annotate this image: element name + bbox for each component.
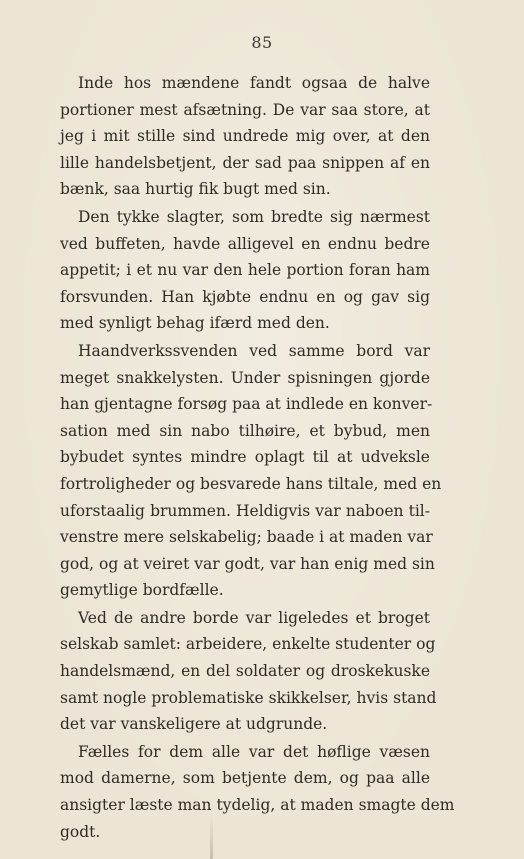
text-line: selskab samlet: arbeidere, enkelte studenter og: [60, 635, 436, 654]
text-line: god, og at veiret var godt, var han enig med sin: [60, 554, 435, 573]
page-number: 85: [251, 33, 273, 52]
text-line: Ved de andre borde var ligeledes et broget: [78, 608, 430, 627]
text-line: Haandverkssvenden ved samme bord var: [78, 341, 430, 360]
text-line: uforstaalig brummen. Heldigvis var naboen til-: [60, 501, 430, 520]
text-line: han gjentagne forsøg paa at indlede en konver-: [60, 395, 433, 414]
paragraph-5: [60, 739, 455, 845]
page-crease: [210, 815, 213, 859]
text-line: med synligt behag ifærd med den.: [60, 314, 330, 333]
text-line: venstre mere selskabelig; baade i at maden var: [60, 528, 433, 547]
text-line: ved buffeten, havde alligevel en endnu bedre: [60, 234, 430, 253]
text-line: mod damerne, som betjente dem, og paa alle: [60, 769, 430, 788]
text-line: forsvunden. Han kjøbte endnu en og gav sig: [60, 287, 430, 306]
text-line: handelsmænd, en del soldater og droskekuske: [60, 662, 430, 681]
paragraph-4: [60, 605, 437, 738]
text-line: sation med sin nabo tilhøire, et bybud, men: [60, 421, 430, 440]
text-line: meget snakkelysten. Under spisningen gjorde: [60, 368, 430, 387]
text-line: portioner mest afsætning. De var saa store, at: [60, 100, 430, 119]
text-line: appetit; i et nu var den hele portion foran ham: [60, 261, 430, 280]
paragraph-3: [60, 338, 442, 604]
text-line: bænk, saa hurtig fik bugt med sin.: [60, 180, 331, 199]
text-line: jeg i mit stille sind undrede mig over, at den: [60, 127, 430, 146]
text-line: lille handelsbetjent, der sad paa snippen af en: [60, 153, 430, 172]
text-line: gemytlige bordfælle.: [60, 581, 224, 600]
text-line: Den tykke slagter, som bredte sig nærmest: [78, 207, 430, 226]
text-line: godt.: [60, 822, 101, 841]
text-line: fortroligheder og besvarede hans tiltale, med en: [60, 474, 442, 493]
body-text: [60, 70, 455, 845]
text-line: Inde hos mændene fandt ogsaa de halve: [78, 74, 430, 92]
text-line: Fælles for dem alle var det høflige væsen: [78, 742, 430, 761]
text-line: det var vanskeligere at udgrunde.: [60, 715, 328, 734]
text-line: samt nogle problematiske skikkelser, hvis stand: [60, 688, 437, 707]
text-line: ansigter læste man tydelig, at maden smagte dem: [60, 796, 455, 815]
text-line: bybudet syntes mindre oplagt til at udveksle: [60, 448, 430, 467]
paragraph-2: [60, 204, 430, 337]
paragraph-1: [60, 70, 430, 203]
